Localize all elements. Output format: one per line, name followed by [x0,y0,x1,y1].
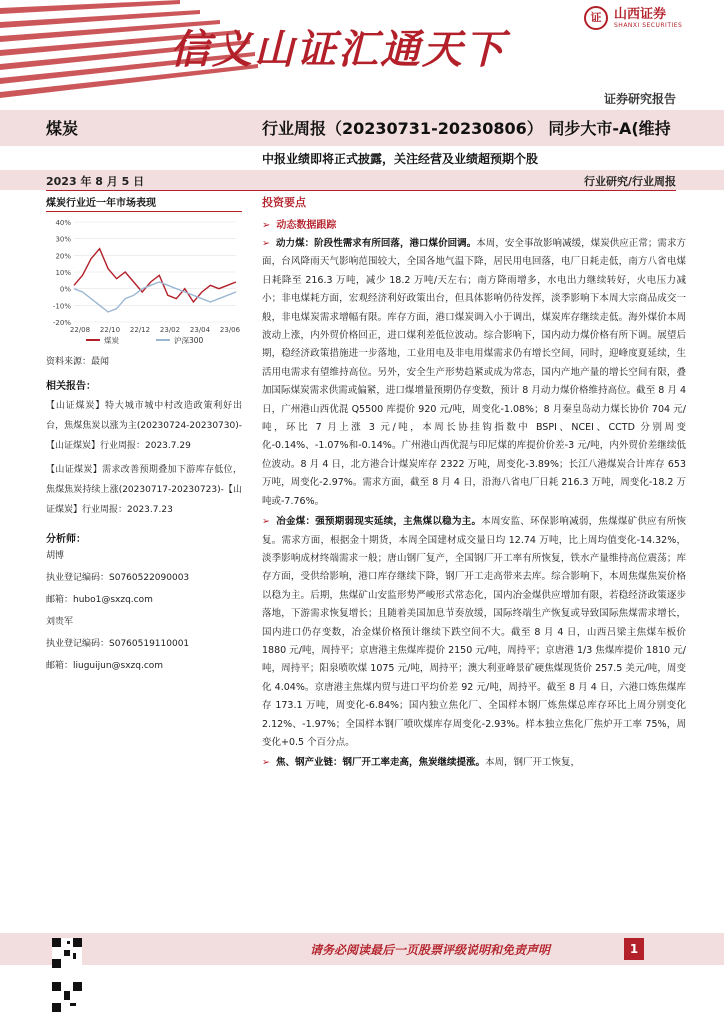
coking-coal-text: 本周安监、环保影响减弱，焦煤煤矿供应有所恢复。需求方面，根据金十期货，本周全国建材成交量日均 12.74 万吨，比上周均值变化-14.32%，淡季影响成材终端需求一般；唐山钢厂复产，全国钢厂开工率有所恢复，铁水产量维持高位震荡；库存方面，受供给影响，港口库存继续下降，钢厂开工走高带来去库。综合影响下，本周焦煤焦炭价格以稳为主。后期，焦煤矿山安监形势严峻形式常态化，国内冶金煤供应增加有限，若稳经济政策逐步落地，下游需求恢复增长；且随着美国加息节奏放缓，国际终端生产恢复或导致国际焦煤需求增长，国内进口仍存变数，冶金煤价格预计继续下跌空间不大。截至 8 月 4 日，山西吕梁主焦煤车板价 1880 元/吨，周持平；京唐港主焦煤库提价 2150 元/吨，周持平；京唐港 1/3 焦煤库提价 1810 元/吨，周持平；阳泉喷吹煤 1075 元/吨，周持平；澳大利亚峰景矿硬焦煤现货价 257.5 美元/吨，周变化 4.04%。京唐港主焦煤内贸与进口平均价差 92 元/吨，周持平。截至 8 月 4 日，六港口炼焦煤库存 173.1 万吨，周变化-6.84%；国内独立焦化厂、全国样本钢厂炼焦煤总库存环比上周分别变化 2.12%、-1.97%；全国样本钢厂喷吹煤库存周变化-2.93%。样本独立焦化厂焦炉开工率 75%，周变化+0.5 个百分点。 [262,516,686,748]
thermal-coal-text: 本周，安全事故影响减缓，煤炭供应正常；需求方面，台风降雨天气影响范围较大，全国各地气温下降，居民用电回落，电厂日耗走低，南方八省电煤日耗降至 216.3 万吨，减少 18.2 万吨/天左右；南方降雨增多，水电出力继续转好，火电压力减小；非电煤耗方面，宏观经济利好政策出台，但具体影响仍待发挥，淡季影响下本周大宗商品成交一般，非电煤炭需求增幅有限。库存方面，港口煤炭调入小于调出，煤炭库存继续走低。海外煤价本周波动上涨，内外贸价格回正，进口煤利差低位波动。综合影响下，国内动力煤价格有所下调。展望后期，稳经济政策措施进一步落地，工业用电及非电用煤需求仍有增长空间，同时，迎峰度夏延续，生活用电需求有望维持高位。另外，安全生产形势趋紧或成为常态，国内产地产量的增长空间有限，叠加国际煤炭需求供需或偏紧，进口煤增量预期仍存变数，预计 8 月动力煤价格维持高位。截至 8 月 4 日，广州港山西优混 Q5500 库提价 920 元/吨，周变化-1.08%；8 月秦皇岛动力煤长协价 704 元/吨，环比 7 月上涨 3 元/吨，本周长协挂钩指数中 BSPI、NCEI、CCTD 分别周变化-0.14%、-1.07%和-0.14%。广州港山西优混与印尼煤的库提价价差-3 元/吨，内外贸价差继续低位波动。8 月 4 日，北方港合计煤炭库存 2322 万吨，周变化-3.89%；长江八港煤炭合计库存 653 万吨，周变化-2.97%。需求方面，截至 8 月 4 日，沿海八省电厂日耗 216.3 万吨，周变化-18.2 万吨或-7.76%。 [262,238,686,507]
y-tick-label: -20% [52,319,71,327]
related-reports-heading: 相关报告： [46,381,96,392]
x-tick-label: 23/02 [159,326,181,334]
sub-section-heading: ➢ 动态数据跟踪 [262,220,337,231]
report-title: 行业周报（20230731-20230806） 同步大市-A(维持 [262,119,671,138]
arrow-icon: ➢ [262,516,270,528]
analyst-2-email[interactable]: 邮箱：liuguijun@sxzq.com [46,661,164,671]
qr-code-icon [52,938,82,968]
x-tick-label: 23/04 [189,326,211,334]
legend-label: 沪深300 [174,336,204,345]
x-tick-label: 23/06 [219,326,241,334]
market-chart [46,212,242,350]
coking-coal-paragraph [262,513,686,752]
logo-name-cn: 山西证券 [614,6,667,22]
analyst-2-name: 刘贵军 [46,617,74,627]
divider [46,190,676,191]
disclaimer[interactable]: 请务必阅读最后一页股票评级说明和免责声明 [310,943,551,957]
coke-steel-paragraph [262,754,686,772]
y-tick-label: 30% [55,235,71,244]
sector-name: 煤炭 [46,119,79,138]
main-content [262,194,686,775]
arrow-icon: ➢ [262,220,271,231]
report-category: 行业研究/行业周报 [583,175,676,188]
report-date: 2023 年 8 月 5 日 [46,175,145,188]
market-chart-svg [46,212,242,350]
coke-steel-text: 本周，钢厂开工恢复， [484,757,580,769]
y-tick-label: -10% [52,302,71,311]
chart-source: 资料来源：最闻 [46,357,110,367]
report-subtitle: 中报业绩即将正式披露，关注经营及业绩超预期个股 [262,152,539,166]
report-type: 证券研究报告 [603,92,676,106]
sidebar [46,194,242,677]
series-line [74,249,236,302]
logo-mark-icon: 证 [584,6,608,30]
x-tick-label: 22/10 [99,326,121,334]
related-report-1[interactable]: 【山证煤炭】特大城市城中村改造政策利好出台，焦煤焦炭以涨为主(20230724-20230730)-【山证煤炭】行业周报：2023.7.29 [46,401,242,451]
legend-label: 煤炭 [104,336,119,345]
analyst-heading: 分析师： [46,534,86,545]
analyst-1-name: 胡博 [46,551,65,561]
x-tick-label: 22/08 [69,326,91,334]
thermal-coal-heading: 动力煤：阶段性需求有所回落，港口煤价回调。 [275,238,477,249]
brand-slogan: 信义山证汇通天下 [170,26,506,73]
chart-title: 煤炭行业近一年市场表现 [46,194,242,212]
y-tick-label: 0% [59,285,71,294]
logo-name-en: SHANXI SECURITIES [614,21,683,29]
header-band [0,0,724,110]
thermal-coal-paragraph [262,235,686,511]
qr-code-icon [52,982,82,1012]
page-number: 1 [624,938,644,960]
y-tick-label: 20% [55,252,71,261]
coking-coal-heading: 冶金煤：强预期弱现实延续，主焦煤以稳为主。 [275,516,482,528]
x-tick-label: 22/12 [129,326,151,334]
arrow-icon: ➢ [262,757,270,769]
y-tick-label: 10% [55,269,71,277]
section-heading: 投资要点 [262,196,306,209]
coke-steel-heading: 焦、钢产业链：钢厂开工率走高，焦炭继续提涨。 [275,757,485,769]
arrow-icon: ➢ [262,238,270,249]
company-logo [584,6,682,30]
related-report-2[interactable]: 【山证煤炭】需求改善预期叠加下游库存低位，焦煤焦炭持续上涨(20230717-20230723)-【山证煤炭】行业周报：2023.7.23 [46,465,242,515]
analyst-1-reg: 执业登记编码：S0760522090003 [46,573,190,583]
analyst-1-email[interactable]: 邮箱：hubo1@sxzq.com [46,595,153,605]
y-tick-label: 40% [55,219,71,227]
analyst-2-reg: 执业登记编码：S0760519110001 [46,639,190,649]
